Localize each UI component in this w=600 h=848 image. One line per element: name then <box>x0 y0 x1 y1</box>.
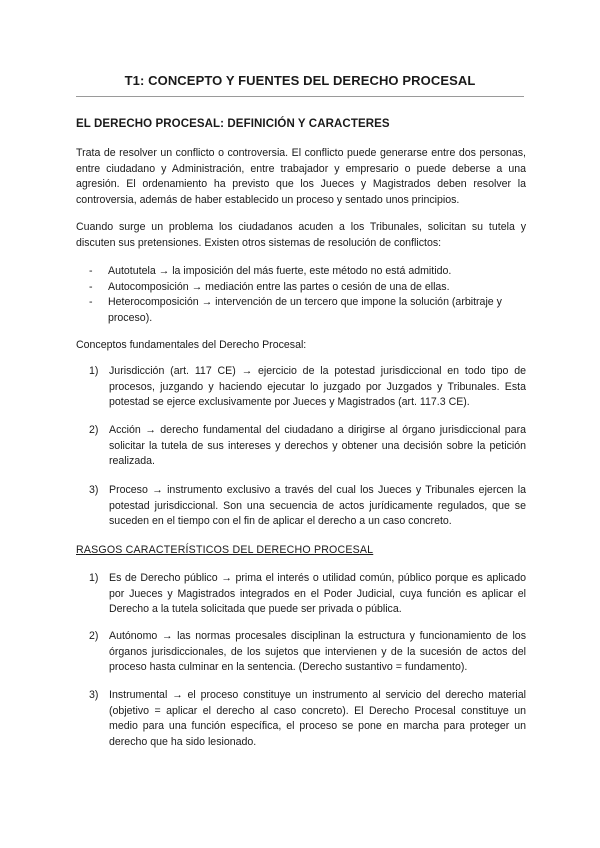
list-item-text: Autotutela → la imposición del más fuerte, este método no está admitido. <box>108 265 452 277</box>
list-dash: - <box>89 296 93 308</box>
rasgo-item-autonomo <box>89 629 526 676</box>
tribunals-paragraph: Cuando surge un problema los ciudadanos acuden a los Tribunales, solicitan su tutela y discuten sus pretensiones. Existen otros sistemas de resolución de conflictos: <box>76 221 526 249</box>
item-text: Es de Derecho público → prima el interés o utilidad común, público porque es aplicado por Jueces y Magistrados integrados en el Poder Judicial, cuya función es aplicar el Derecho a la tutela solicitada que puede ser privada o pública. <box>109 572 526 615</box>
document-title: T1: CONCEPTO Y FUENTES DEL DERECHO PROCESAL <box>124 73 476 88</box>
list-item <box>89 295 526 326</box>
title-divider <box>76 96 524 97</box>
item-text: Autónomo → las normas procesales disciplinan la estructura y funcionamiento de los órganos jurisdiccionales, de los sujetos que intervienen y de la sucesión de actos del proceso hasta culminar en la sentencia. (Derecho sustantivo = fundamento). <box>109 630 526 673</box>
concept-item-accion <box>89 423 526 470</box>
rasgo-item-instrumental <box>89 688 526 750</box>
concepts-intro: Conceptos fundamentales del Derecho Procesal: <box>76 339 307 351</box>
section-heading-definition: EL DERECHO PROCESAL: DEFINICIÓN Y CARACTERES <box>76 118 390 130</box>
intro-paragraph: Trata de resolver un conflicto o controversia. El conflicto puede generarse entre dos personas, entre ciudadano y Administración, entre trabajador y empresario o puede deberse a una agresión. El ordenamiento ha previsto que los Jueces y Magistrados deben resolver la controversia, además de haber establecido un proceso y sentado unos principios. <box>76 147 526 206</box>
concept-item-jurisdiccion <box>89 364 526 411</box>
item-text: Jurisdicción (art. 117 CE) → ejercicio de la potestad jurisdiccional en todo tipo de procesos, juzgando y haciendo ejecutar lo juzgado por Juzgados y Tribunales. Esta potestad se ejerce exclusivamente por Jueces y Magistrados (art. 117.3 CE). <box>109 365 526 408</box>
list-item-text: Autocomposición → mediación entre las partes o cesión de una de ellas. <box>108 280 450 293</box>
item-number: 2) <box>89 630 99 642</box>
item-number: 3) <box>89 689 99 701</box>
item-number: 3) <box>89 484 99 496</box>
item-text: Instrumental → el proceso constituye un instrumento al servicio del derecho material (objetivo = aplicar el derecho al caso concreto). El Derecho Procesal constituye un medio para una función específica, el proceso se pone en marcha para proteger un derecho que ha sido lesionado. <box>109 689 526 748</box>
list-dash: - <box>89 265 93 277</box>
item-number: 1) <box>89 572 99 584</box>
list-item <box>89 280 526 296</box>
rasgo-item-derecho-publico <box>89 571 526 618</box>
item-text: Proceso → instrumento exclusivo a través del cual los Jueces y Tribunales ejercen la potestad jurisdiccional. Son una secuencia de actos jurídicamente regulados, que se suceden en el tiempo con el fin de aplicar el derecho a un caso concreto. <box>109 484 526 527</box>
item-text: Acción → derecho fundamental del ciudadano a dirigirse al órgano jurisdiccional para solicitar la tutela de sus intereses y derechos y obtener una decisión sobre la petición realizada. <box>109 424 526 467</box>
list-item <box>89 264 526 280</box>
list-dash: - <box>89 280 93 293</box>
item-number: 1) <box>89 365 99 377</box>
conflict-systems-list <box>89 264 526 326</box>
list-item-text: Heterocomposición → intervención de un tercero que impone la solución (arbitraje y proceso). <box>108 296 502 324</box>
concept-item-proceso <box>89 483 526 530</box>
section-heading-rasgos: RASGOS CARACTERÍSTICOS DEL DERECHO PROCESAL <box>76 544 374 556</box>
item-number: 2) <box>89 424 99 436</box>
